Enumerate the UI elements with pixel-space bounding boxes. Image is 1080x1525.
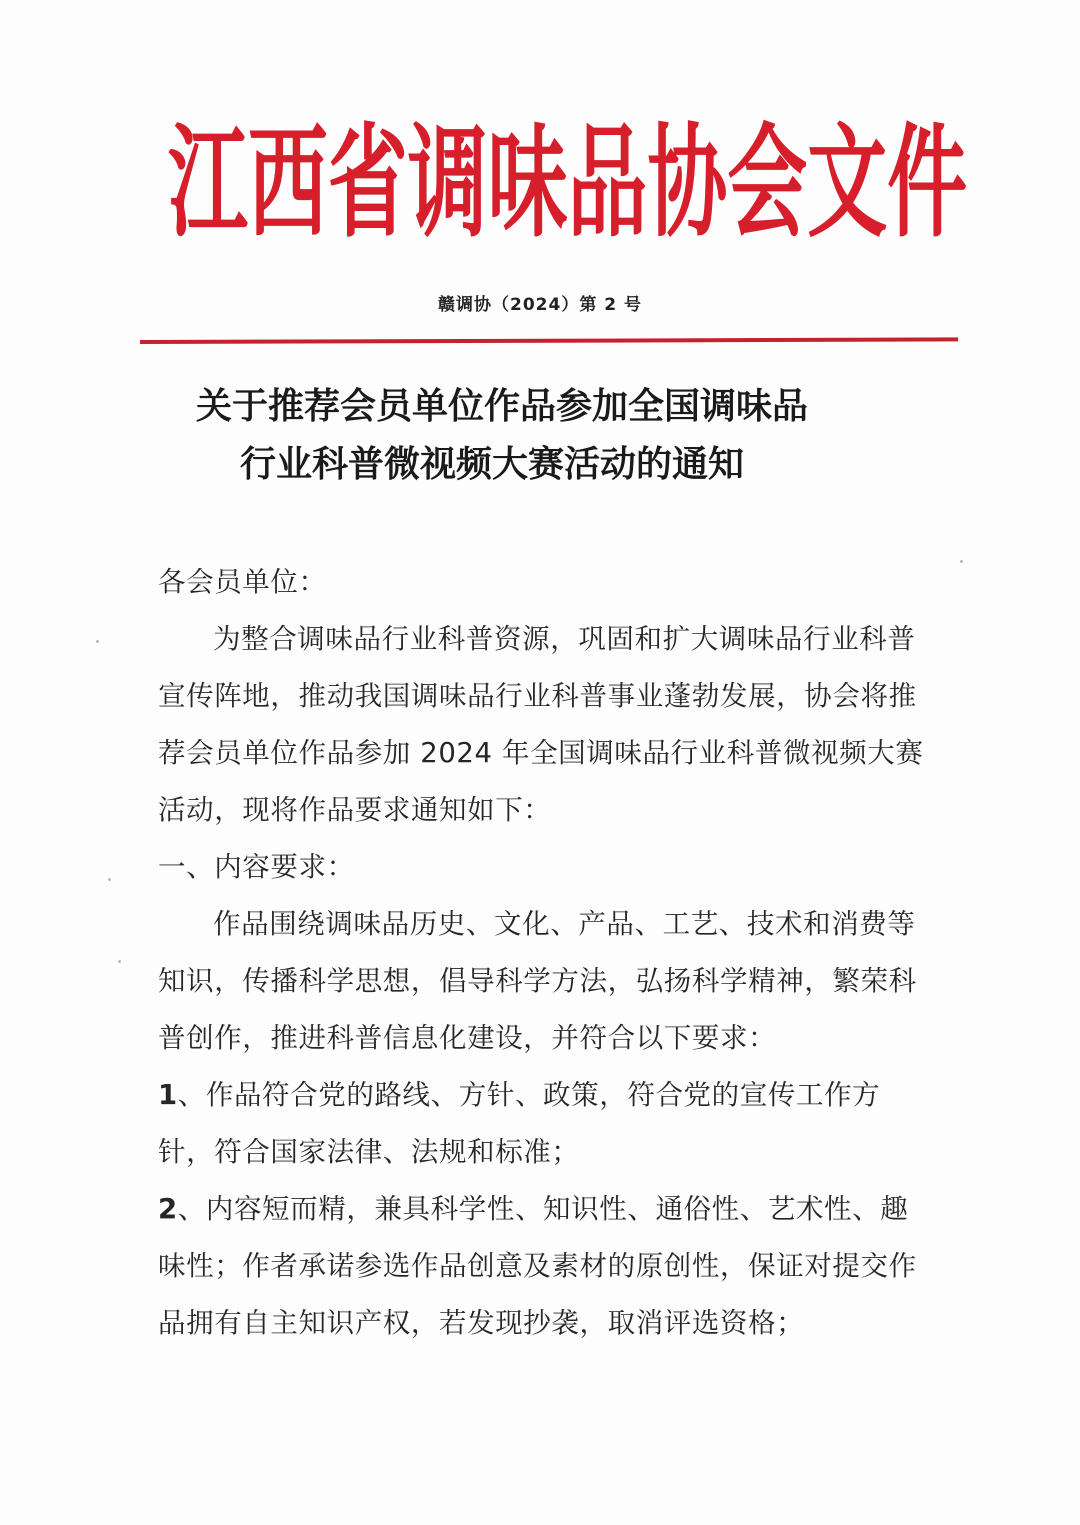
masthead-title: 江西省调味品协会文件	[168, 112, 968, 254]
section-paragraph: 作品围绕调味品历史、文化、产品、工艺、技术和消费等知识，传播科学思想，倡导科学方法，弘扬科学精神，繁荣科普创作，推进科普信息化建设，并符合以下要求：	[158, 908, 917, 1054]
notice-title-line-2: 行业科普微视频大赛活动的通知	[240, 444, 745, 485]
list-item-text: 、内容短而精，兼具科学性、知识性、通俗性、艺术性、趣味性；作者承诺参选作品创意及素材的原创性，保证对提交作品拥有自主知识产权，若发现抄袭，取消评选资格；	[158, 1193, 917, 1339]
document-number: 赣调协（2024）第 2 号	[438, 295, 642, 315]
list-item-number: 2	[158, 1193, 178, 1225]
scan-speck	[960, 560, 963, 563]
red-divider-line	[140, 337, 958, 344]
section-heading: 一、内容要求：	[158, 851, 355, 883]
scan-speck	[118, 960, 121, 963]
salutation: 各会员单位：	[158, 566, 327, 598]
intro-paragraph: 为整合调味品行业科普资源，巩固和扩大调味品行业科普宣传阵地，推动我国调味品行业科普事业蓬勃发展，协会将推荐会员单位作品参加 2024 年全国调味品行业科普微视频大赛活动，现将作品要求通知如下：	[158, 623, 924, 826]
masthead	[168, 108, 968, 258]
list-item	[158, 1181, 928, 1352]
list-item-text: 、作品符合党的路线、方针、政策，符合党的宣传工作方针，符合国家法律、法规和标准；	[158, 1079, 881, 1168]
list-item-number: 1	[158, 1079, 178, 1111]
scan-speck	[96, 640, 99, 643]
scan-speck	[108, 878, 111, 881]
list-item	[158, 1067, 928, 1181]
notice-title-line-1: 关于推荐会员单位作品参加全国调味品	[196, 386, 809, 427]
notice-title	[0, 378, 1080, 494]
document-body	[158, 554, 928, 1352]
